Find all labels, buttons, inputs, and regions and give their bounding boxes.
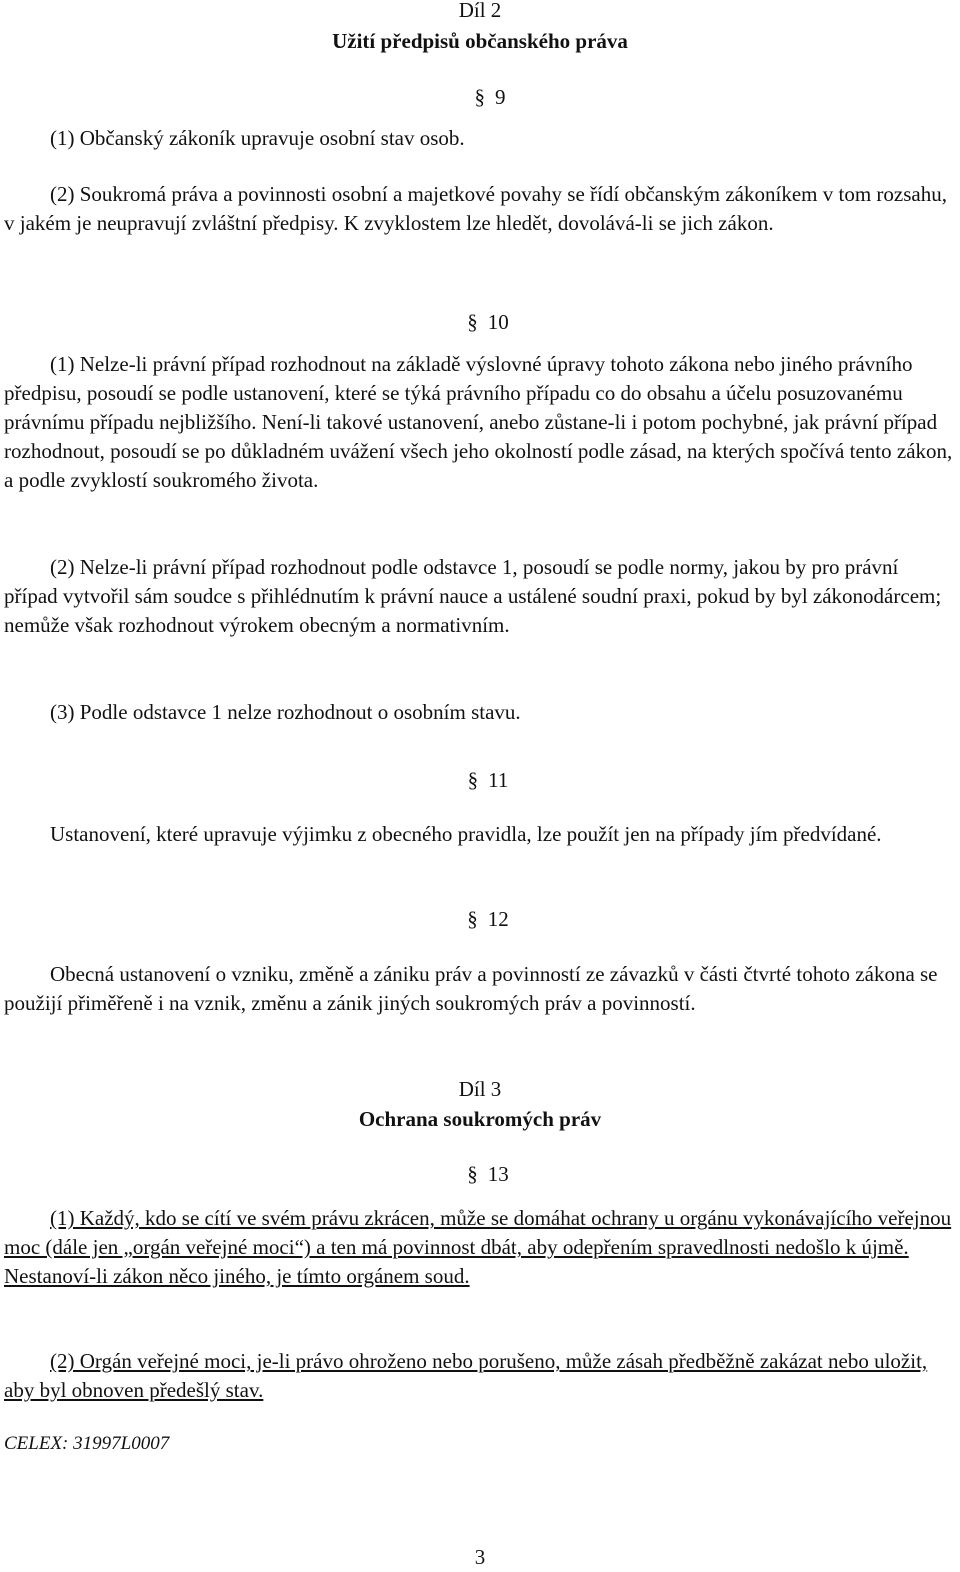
part-2-title: Užití předpisů občanského práva bbox=[332, 29, 628, 53]
celex-reference: CELEX: 31997L0007 bbox=[4, 1433, 170, 1454]
section-sign: § bbox=[467, 907, 478, 931]
section-9-heading bbox=[0, 83, 960, 112]
section-13-heading bbox=[0, 1160, 960, 1189]
section-sign: § bbox=[467, 1162, 478, 1186]
part-2-label: Díl 2 bbox=[458, 0, 502, 22]
section-13-paragraph-2: (2) Orgán veřejné moci, je-li právo ohroženo nebo porušeno, může zásah předběžně zakázat nebo uložit, aby byl obnoven předešlý stav. bbox=[4, 1349, 928, 1402]
section-10-paragraph-1: (1) Nelze-li právní případ rozhodnout na základě výslovné úpravy tohoto zákona nebo jiného právního předpisu, posoudí se podle ustanovení, které se týká právního případu co do obsahu a účelu posuzovanému právnímu případu nejbližšího. Není-li takové ustanovení, anebo zůstane-li i potom pochybné, jak právní případ rozhodnout, posoudí se po důkladném uvážení všech jeho okolností podle zásad, na kterých spočívá tento zákon, a podle zvyklostí soukromého života. bbox=[4, 352, 953, 492]
section-10-paragraph-3: (3) Podle odstavce 1 nelze rozhodnout o osobním stavu. bbox=[50, 700, 521, 724]
section-11-paragraph-1: Ustanovení, které upravuje výjimku z obecného pravidla, lze použít jen na případy jím předvídané. bbox=[50, 822, 882, 846]
section-number: 9 bbox=[495, 85, 506, 109]
section-9-paragraph-2: (2) Soukromá práva a povinnosti osobní a majetkové povahy se řídí občanským zákoníkem v tom rozsahu, v jakém je neupravují zvláštní předpisy. K zvyklostem lze hledět, dovolává-li se jich zákon. bbox=[4, 182, 947, 235]
part-3-title: Ochrana soukromých práv bbox=[358, 1107, 602, 1131]
section-12-heading bbox=[0, 905, 960, 934]
section-12-paragraph-1: Obecná ustanovení o vzniku, změně a zániku práv a povinností ze závazků v části čtvrté tohoto zákona se použijí přiměřeně i na vznik, změnu a zánik jiných soukromých práv a povinností. bbox=[4, 962, 938, 1015]
section-number: 13 bbox=[487, 1162, 509, 1186]
section-number: 12 bbox=[487, 907, 509, 931]
section-sign: § bbox=[474, 85, 485, 109]
part-3-label: Díl 3 bbox=[458, 1077, 502, 1101]
section-11-heading bbox=[0, 766, 960, 795]
page-number: 3 bbox=[474, 1545, 486, 1569]
section-sign: § bbox=[467, 768, 479, 792]
section-10-heading bbox=[0, 308, 960, 337]
section-9-paragraph-1: (1) Občanský zákoník upravuje osobní stav osob. bbox=[50, 126, 465, 150]
section-10-paragraph-2: (2) Nelze-li právní případ rozhodnout podle odstavce 1, posoudí se podle normy, jakou by pro právní případ vytvořil sám soudce s přihlédnutím k právní nauce a ustálené soudní praxi, pokud by byl zákonodárcem; nemůže však rozhodnout výrokem obecným a normativním. bbox=[4, 555, 942, 637]
section-13-paragraph-1: (1) Každý, kdo se cítí ve svém právu zkrácen, může se domáhat ochrany u orgánu vykonávajícího veřejnou moc (dále jen „orgán veřejné moci“) a ten má povinnost dbát, aby odepřením spravedlnosti nedošlo k újmě. Nestanoví-li zákon něco jiného, je tímto orgánem soud. bbox=[4, 1206, 952, 1288]
section-number: 10 bbox=[487, 310, 509, 334]
section-number: 11 bbox=[488, 768, 509, 792]
section-sign: § bbox=[467, 310, 478, 334]
